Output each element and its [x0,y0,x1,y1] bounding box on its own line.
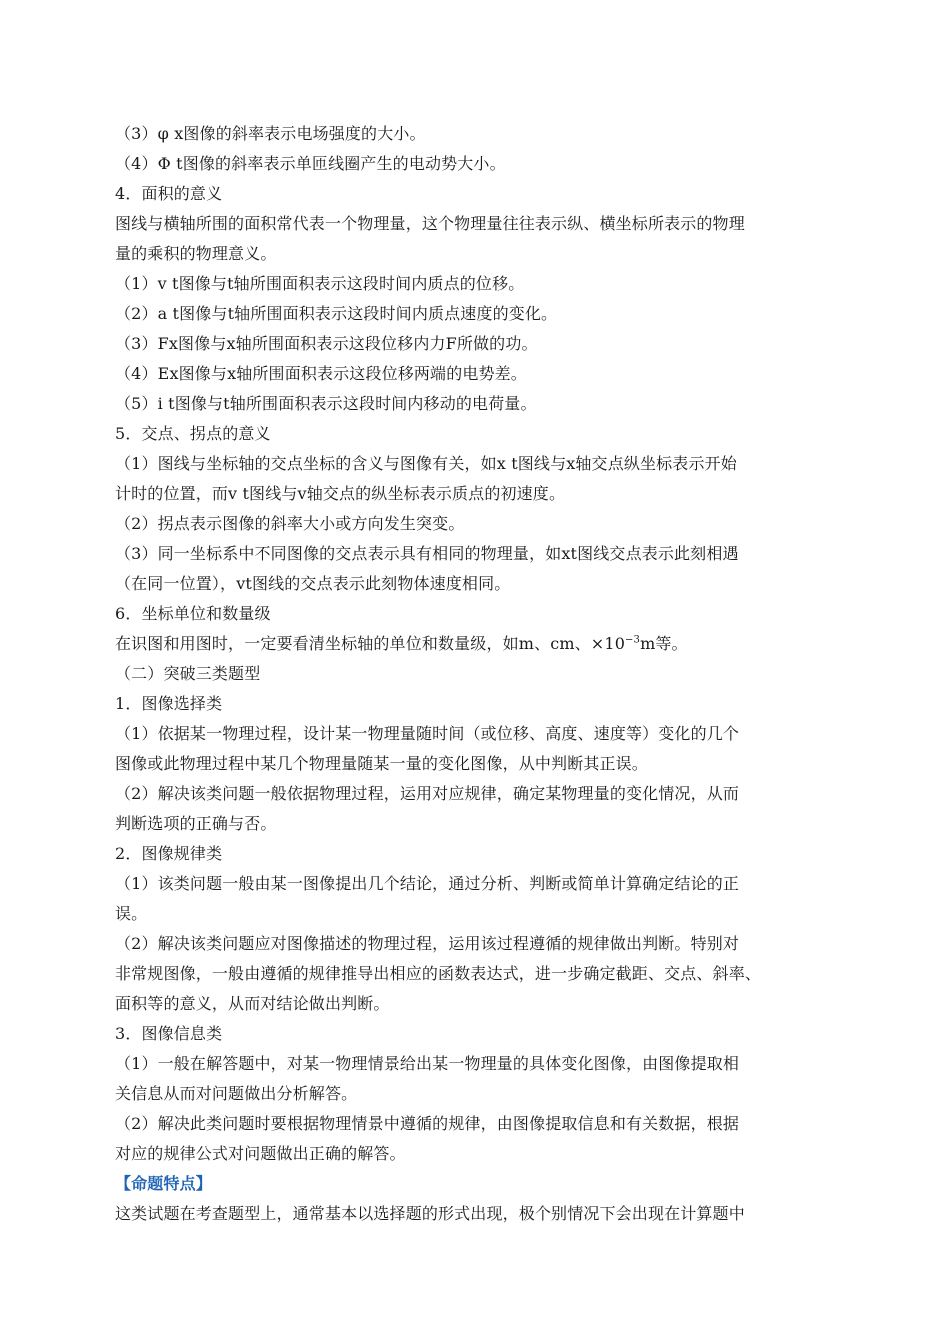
text-line: （5）i t图像与t轴所围面积表示这段时间内移动的电荷量。 [115,394,537,413]
section-heading: 1．图像选择类 [115,694,223,713]
units-text: 在识图和用图时，一定要看清坐标轴的单位和数量级，如m、cm、×10 [115,634,626,653]
document-body [115,119,845,1229]
text-line: （1）一般在解答题中，对某一物理情景给出某一物理量的具体变化图像，由图像提取相 [115,1054,740,1073]
text-line: （1）该类问题一般由某一图像提出几个结论，通过分析、判断或简单计算确定结论的正 [115,874,740,893]
text-line: 图像或此物理过程中某几个物理量随某一量的变化图像，从中判断其正误。 [115,754,648,773]
subsection-heading: （二）突破三类题型 [115,664,261,683]
units-exponent: −3 [625,634,641,646]
text-line: （2）解决此类问题时要根据物理情景中遵循的规律，由图像提取信息和有关数据，根据 [115,1114,740,1133]
text-line: （4）Φ t图像的斜率表示单匝线圈产生的电动势大小。 [115,154,506,173]
text-line: （1）依据某一物理过程，设计某一物理量随时间（或位移、高度、速度等）变化的几个 [115,724,740,743]
text-line: （4）Ex图像与x轴所围面积表示这段位移两端的电势差。 [115,364,527,383]
text-line: 对应的规律公式对问题做出正确的解答。 [115,1144,406,1163]
text-line: 关信息从而对问题做出分析解答。 [115,1084,358,1103]
text-line: 计时的位置，而v t图线与v轴交点的纵坐标表示质点的初速度。 [115,484,566,503]
section-heading: 4．面积的意义 [115,184,223,203]
section-heading: 2．图像规律类 [115,844,223,863]
text-line: （2）拐点表示图像的斜率大小或方向发生突变。 [115,514,465,533]
text-line: 误。 [115,904,148,923]
text-line: （2）解决该类问题一般依据物理过程，运用对应规律，确定某物理量的变化情况，从而 [115,784,740,803]
text-line: 量的乘积的物理意义。 [115,244,277,263]
section-heading: 6．坐标单位和数量级 [115,604,271,623]
text-line: （3）φ x图像的斜率表示电场强度的大小。 [115,124,426,143]
text-line: （2）a t图像与t轴所围面积表示这段时间内质点速度的变化。 [115,304,558,323]
section-heading: 3．图像信息类 [115,1024,223,1043]
text-line: 这类试题在考查题型上，通常基本以选择题的形式出现，极个别情况下会出现在计算题中 [115,1204,745,1223]
units-tail: m等。 [640,634,688,653]
text-line: （3）同一坐标系中不同图像的交点表示具有相同的物理量，如xt图线交点表示此刻相遇 [115,544,739,563]
units-line [115,629,845,659]
feature-heading: 【命题特点】 [115,1174,212,1193]
text-line: （在同一位置），vt图线的交点表示此刻物体速度相同。 [115,574,511,593]
text-line: 图线与横轴所围的面积常代表一个物理量，这个物理量往往表示纵、横坐标所表示的物理 [115,214,745,233]
text-line: （3）Fx图像与x轴所围面积表示这段位移内力F所做的功。 [115,334,538,353]
text-line: 面积等的意义，从而对结论做出判断。 [115,994,390,1013]
text-line: 非常规图像，一般由遵循的规律推导出相应的函数表达式，进一步确定截距、交点、斜率、 [115,964,762,983]
text-line: （1）v t图像与t轴所围面积表示这段时间内质点的位移。 [115,274,525,293]
text-line: 判断选项的正确与否。 [115,814,277,833]
text-line: （1）图线与坐标轴的交点坐标的含义与图像有关，如x t图线与x轴交点纵坐标表示开始 [115,454,737,473]
section-heading: 5．交点、拐点的意义 [115,424,271,443]
text-line: （2）解决该类问题应对图像描述的物理过程，运用该过程遵循的规律做出判断。特别对 [115,934,740,953]
